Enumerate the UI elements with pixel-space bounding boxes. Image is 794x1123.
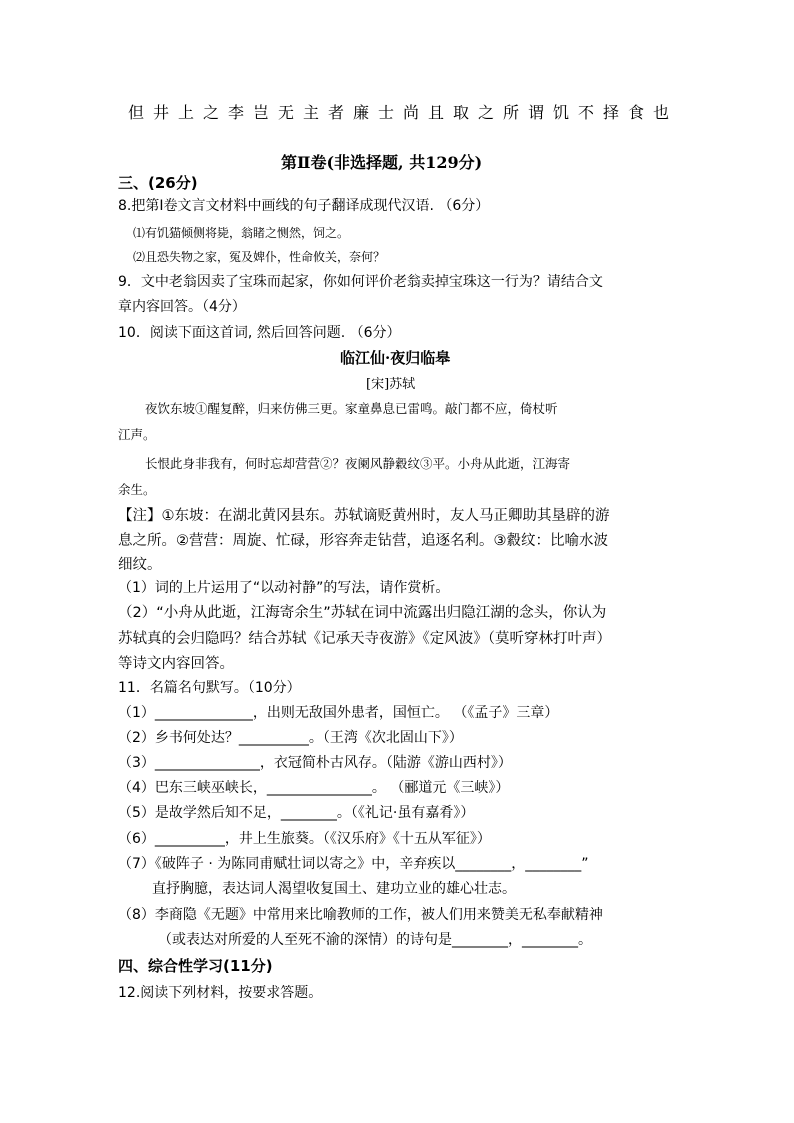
question-8-sentence-2: ⑵且恐失物之家，冤及婢仆，性命攸关，奈何？ (133, 250, 386, 264)
question-11-item-8-line-2: （或表达对所爱的人至死不渝的深情）的诗句是________，________。 (158, 932, 592, 948)
question-8-stem: 8.把第Ⅰ卷文言文材料中画线的句子翻译成现代汉语. （6分） (118, 198, 490, 214)
question-11-item-4: （4）巴东三峡巫峡长，_______________。 （郦道元《三峡》） (118, 780, 510, 796)
question-11-stem: 11．名篇名句默写。（10分） (118, 680, 301, 696)
section-four-heading: 四、综合性学习(11分) (118, 957, 273, 975)
question-10-sub-2-line-3: 等诗文内容回答。 (118, 656, 234, 672)
question-10-sub-1: （1）词的上片运用了“以动衬静”的写法，请作赏析。 (118, 580, 450, 596)
question-11-item-7-line-1: （7）《破阵子 · 为陈同甫赋壮词以寄之》中，辛弃疾以________，________” (118, 856, 589, 872)
question-9-line-2: 章内容回答。（4分） (118, 299, 246, 315)
poem-stanza-1-line-2: 江声。 (118, 427, 156, 442)
part2-title: 第Ⅱ卷(非选择题, 共129分) (281, 153, 483, 172)
poem-stanza-2-line-1: 长恨此身非我有，何时忘却营营②？夜阑风静縠纹③平。小舟从此逝，江海寄 (145, 456, 571, 471)
section-three-heading: 三、(26分) (118, 174, 198, 192)
question-10-sub-2-line-1: （2）“小舟从此逝，江海寄余生”苏轼在词中流露出归隐江湖的念头，你认为 (118, 605, 607, 621)
question-12-stem: 12.阅读下列材料，按要求答题。 (118, 985, 323, 1001)
top-text-line: 但井上之李岂无主者廉士尚且取之所谓饥不择食也 (128, 103, 679, 122)
question-10-sub-2-line-2: 苏轼真的会归隐吗？结合苏轼《记承天寺夜游》《定风波》（莫听穿林打叶声） (118, 631, 611, 647)
poem-note-line-2: 息之所。②营营：周旋、忙碌，形容奔走钻营，追逐名利。③縠纹：比喻水波 (118, 533, 608, 549)
question-11-item-6: （6）__________，井上生旅葵。（《汉乐府》《十五从军征》） (118, 831, 491, 847)
question-11-item-1: （1）______________，出则无敌国外患者，国恒亡。 （《孟子》三章） (118, 705, 559, 721)
question-11-item-5: （5）是故学然后知不足，________。（《礼记·虽有嘉肴》） (118, 805, 475, 821)
poem-note-line-3: 细纹。 (118, 557, 162, 573)
poem-stanza-2-line-2: 余生。 (118, 482, 156, 497)
question-9-line-1: 9．文中老翁因卖了宝珠而起家，你如何评价老翁卖掉宝珠这一行为？请结合文 (118, 274, 603, 290)
question-11-item-7-line-2: 直抒胸臆，表达词人渴望收复国土、建功立业的雄心壮志。 (152, 881, 516, 897)
question-11-item-8-line-1: （8）李商隐《无题》中常用来比喻教师的工作，被人们用来赞美无私奉献精神 (118, 907, 603, 923)
question-11-item-2: （2）乡书何处达？__________。（王湾《次北固山下》） (118, 730, 463, 746)
poem-stanza-1-line-1: 夜饮东坡①醒复醉，归来仿佛三更。家童鼻息已雷鸣。敲门都不应，倚杖听 (145, 401, 558, 416)
question-10-stem: 10．阅读下面这首词, 然后回答问题. （6分） (118, 325, 401, 341)
question-8-sentence-1: ⑴有饥猫倾侧将毙，翁睹之恻然，饲之。 (133, 226, 350, 240)
question-11-item-3: （3）_______________，衣冠简朴古风存。（陆游《游山西村》） (118, 755, 512, 771)
poem-note-line-1: 【注】①东坡：在湖北黄冈县东。苏轼谪贬黄州时，友人马正卿助其垦辟的游 (118, 508, 610, 524)
poem-author: [宋]苏轼 (366, 377, 416, 392)
poem-title: 临江仙·夜归临皋 (340, 349, 451, 367)
